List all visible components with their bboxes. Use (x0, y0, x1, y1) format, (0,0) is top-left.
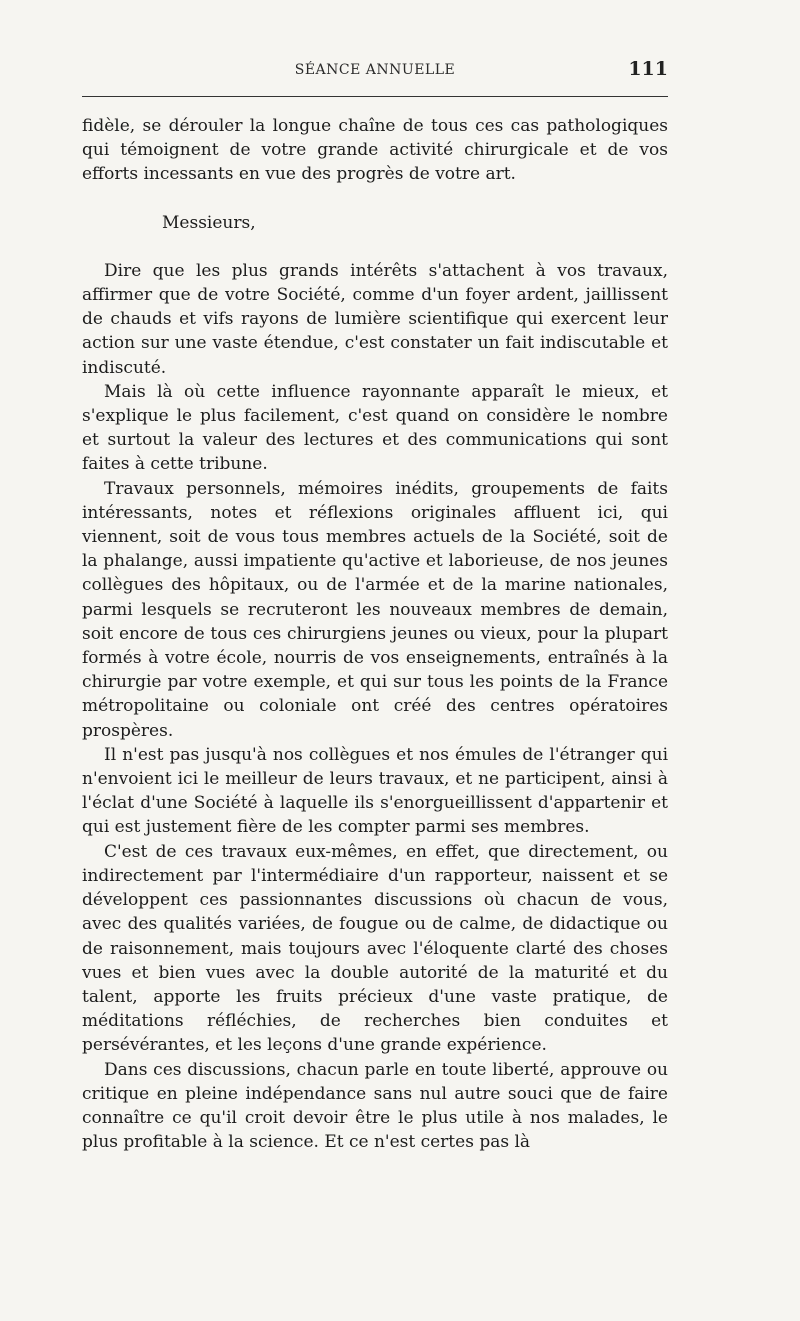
paragraph: Dans ces discussions, chacun parle en toute liberté, approuve ou critique en pleine indépendance sans nul autre souci que de faire connaître ce qu'il croit devoir être le plus utile à nos malades, le plus profitable à la science. Et ce n'est certes pas là (82, 1059, 668, 1153)
paragraph: C'est de ces travaux eux-mêmes, en effet, que directement, ou indirectement par l'intermédiaire d'un rapporteur, naissent et se développent ces passionnantes discussions où chacun de vous, avec des qualités variées, de fougue ou de calme, de didactique ou de raisonnement, mais toujours avec l'éloquente clarté des choses vues et bien vues avec la double autorité de la maturité et du talent, apporte les fruits précieux d'une vaste pratique, de méditations réfléchies, de recherches bien conduites et persévérantes, et les leçons d'une grande expérience. (82, 841, 668, 1056)
page-number: 111 (628, 58, 668, 80)
paragraph: Travaux personnels, mémoires inédits, groupements de faits intéressants, notes et réflexions originales affluent ici, qui viennent, soit de vous tous membres actuels de la Société, soit de la phalange, aussi impatiente qu'active et laborieuse, de nos jeunes collègues des hôpitaux, ou de l'armée et de la marine nationales, parmi lesquels se recruteront les nouveaux membres de demain, soit encore de tous ces chirurgiens jeunes ou vieux, pour la plupart formés à votre école, nourris de vos enseignements, entraînés à la chirurgie par votre exemple, et qui sur tous les points de la France métropolitaine ou coloniale ont créé des centres opératoires prospères. (82, 478, 668, 741)
body-text (82, 114, 668, 1154)
running-title: SÉANCE ANNUELLE (294, 62, 456, 78)
paragraph: Dire que les plus grands intérêts s'attachent à vos travaux, affirmer que de votre Société, comme d'un foyer ardent, jaillissent de chauds et vifs rayons de lumière scientifique qui exercent leur action sur une vaste étendue, c'est constater un fait indiscutable et indiscuté. (82, 260, 668, 378)
paragraph: Il n'est pas jusqu'à nos collègues et nos émules de l'étranger qui n'envoient ici le meilleur de leurs travaux, et ne participent, ainsi à l'éclat d'une Société à laquelle ils s'enorgueillissent d'appartenir et qui est justement fière de les compter parmi ses membres. (82, 744, 668, 838)
page-header (82, 55, 668, 87)
header-rule (82, 96, 668, 97)
salutation: Messieurs, (162, 212, 256, 233)
paragraph-continuation: fidèle, se dérouler la longue chaîne de tous ces cas pathologiques qui témoignent de votre grande activité chirurgicale et de vos efforts incessants en vue des progrès de votre art. (82, 116, 668, 185)
paragraph: Mais là où cette influence rayonnante apparaît le mieux, et s'explique le plus facilement, c'est quand on considère le nombre et surtout la valeur des lectures et des communications qui sont faites à cette tribune. (82, 381, 668, 475)
